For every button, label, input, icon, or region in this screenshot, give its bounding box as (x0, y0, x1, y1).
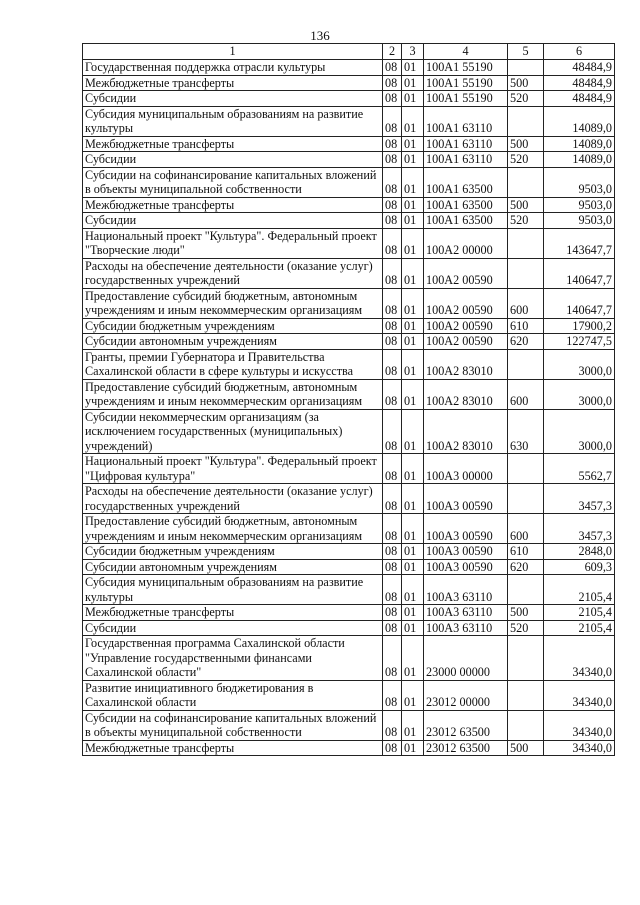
table-row (83, 228, 615, 258)
subsection-cell: 01 (402, 544, 424, 560)
expense-type-cell: 620 (508, 334, 544, 350)
table-row (83, 197, 615, 213)
subsection-cell: 01 (402, 636, 424, 681)
section-cell: 08 (383, 379, 402, 409)
expense-type-cell (508, 454, 544, 484)
row-name-cell: Расходы на обеспечение деятельности (оказание услуг) государственных учреждений (83, 484, 383, 514)
row-name-cell: Субсидии (83, 213, 383, 229)
row-name-cell: Межбюджетные трансферты (83, 605, 383, 621)
column-header: 4 (424, 44, 508, 60)
budget-table (82, 43, 615, 756)
target-article-cell: 100А3 00590 (424, 484, 508, 514)
expense-type-cell (508, 106, 544, 136)
section-cell: 08 (383, 514, 402, 544)
section-cell: 08 (383, 349, 402, 379)
subsection-cell: 01 (402, 197, 424, 213)
target-article-cell: 100А3 00590 (424, 559, 508, 575)
subsection-cell: 01 (402, 167, 424, 197)
amount-cell: 48484,9 (544, 75, 615, 91)
section-cell: 08 (383, 152, 402, 168)
expense-type-cell: 500 (508, 197, 544, 213)
expense-type-cell: 610 (508, 318, 544, 334)
section-cell: 08 (383, 197, 402, 213)
expense-type-cell: 630 (508, 409, 544, 454)
table-row (83, 60, 615, 76)
section-cell: 08 (383, 605, 402, 621)
amount-cell: 34340,0 (544, 710, 615, 740)
amount-cell: 14089,0 (544, 106, 615, 136)
expense-type-cell (508, 349, 544, 379)
table-row (83, 75, 615, 91)
target-article-cell: 100А2 00590 (424, 288, 508, 318)
amount-cell: 2848,0 (544, 544, 615, 560)
amount-cell: 34340,0 (544, 680, 615, 710)
amount-cell: 48484,9 (544, 60, 615, 76)
expense-type-cell (508, 60, 544, 76)
table-row (83, 620, 615, 636)
section-cell: 08 (383, 106, 402, 136)
target-article-cell: 100А3 00590 (424, 514, 508, 544)
section-cell: 08 (383, 75, 402, 91)
subsection-cell: 01 (402, 379, 424, 409)
subsection-cell: 01 (402, 106, 424, 136)
subsection-cell: 01 (402, 349, 424, 379)
amount-cell: 14089,0 (544, 136, 615, 152)
target-article-cell: 100А1 55190 (424, 75, 508, 91)
target-article-cell: 23012 63500 (424, 710, 508, 740)
target-article-cell: 100А2 00590 (424, 334, 508, 350)
table-row (83, 710, 615, 740)
subsection-cell: 01 (402, 318, 424, 334)
target-article-cell: 100А1 63110 (424, 152, 508, 168)
subsection-cell: 01 (402, 288, 424, 318)
table-row (83, 636, 615, 681)
table-row (83, 136, 615, 152)
column-header: 2 (383, 44, 402, 60)
amount-cell: 143647,7 (544, 228, 615, 258)
amount-cell: 9503,0 (544, 167, 615, 197)
target-article-cell: 100А3 00000 (424, 454, 508, 484)
section-cell: 08 (383, 318, 402, 334)
section-cell: 08 (383, 454, 402, 484)
expense-type-cell: 520 (508, 91, 544, 107)
amount-cell: 34340,0 (544, 636, 615, 681)
subsection-cell: 01 (402, 152, 424, 168)
amount-cell: 3000,0 (544, 409, 615, 454)
column-header: 6 (544, 44, 615, 60)
expense-type-cell: 500 (508, 75, 544, 91)
target-article-cell: 100А1 55190 (424, 91, 508, 107)
row-name-cell: Межбюджетные трансферты (83, 136, 383, 152)
row-name-cell: Межбюджетные трансферты (83, 197, 383, 213)
row-name-cell: Расходы на обеспечение деятельности (оказание услуг) государственных учреждений (83, 258, 383, 288)
subsection-cell: 01 (402, 213, 424, 229)
row-name-cell: Гранты, премии Губернатора и Правительства Сахалинской области в сфере культуры и искусства (83, 349, 383, 379)
section-cell: 08 (383, 136, 402, 152)
page-number: 136 (310, 28, 330, 43)
table-row (83, 213, 615, 229)
target-article-cell: 100А1 63110 (424, 106, 508, 136)
target-article-cell: 23012 00000 (424, 680, 508, 710)
expense-type-cell (508, 228, 544, 258)
subsection-cell: 01 (402, 334, 424, 350)
expense-type-cell (508, 258, 544, 288)
amount-cell: 9503,0 (544, 197, 615, 213)
section-cell: 08 (383, 228, 402, 258)
expense-type-cell: 520 (508, 620, 544, 636)
expense-type-cell (508, 710, 544, 740)
subsection-cell: 01 (402, 409, 424, 454)
section-cell: 08 (383, 710, 402, 740)
target-article-cell: 100А2 00590 (424, 258, 508, 288)
table-row (83, 409, 615, 454)
section-cell: 08 (383, 167, 402, 197)
table-row (83, 559, 615, 575)
amount-cell: 3000,0 (544, 379, 615, 409)
section-cell: 08 (383, 484, 402, 514)
expense-type-cell (508, 575, 544, 605)
amount-cell: 9503,0 (544, 213, 615, 229)
section-cell: 08 (383, 559, 402, 575)
subsection-cell: 01 (402, 740, 424, 756)
row-name-cell: Субсидия муниципальным образованиям на развитие культуры (83, 575, 383, 605)
subsection-cell: 01 (402, 710, 424, 740)
subsection-cell: 01 (402, 680, 424, 710)
amount-cell: 3000,0 (544, 349, 615, 379)
target-article-cell: 100А2 00590 (424, 318, 508, 334)
target-article-cell: 23000 00000 (424, 636, 508, 681)
expense-type-cell (508, 167, 544, 197)
section-cell: 08 (383, 288, 402, 318)
table-row (83, 152, 615, 168)
table-header-row (83, 44, 615, 60)
table-row (83, 167, 615, 197)
expense-type-cell: 620 (508, 559, 544, 575)
subsection-cell: 01 (402, 136, 424, 152)
amount-cell: 122747,5 (544, 334, 615, 350)
table-row (83, 334, 615, 350)
subsection-cell: 01 (402, 228, 424, 258)
table-row (83, 514, 615, 544)
amount-cell: 3457,3 (544, 484, 615, 514)
row-name-cell: Субсидии на софинансирование капитальных вложений в объекты муниципальной собственности (83, 710, 383, 740)
expense-type-cell: 600 (508, 379, 544, 409)
target-article-cell: 100А2 83010 (424, 409, 508, 454)
table-row (83, 288, 615, 318)
table-row (83, 680, 615, 710)
section-cell: 08 (383, 258, 402, 288)
table-row (83, 740, 615, 756)
row-name-cell: Предоставление субсидий бюджетным, автономным учреждениям и иным некоммерческим организациям (83, 379, 383, 409)
subsection-cell: 01 (402, 575, 424, 605)
section-cell: 08 (383, 334, 402, 350)
section-cell: 08 (383, 575, 402, 605)
expense-type-cell: 610 (508, 544, 544, 560)
expense-type-cell: 520 (508, 213, 544, 229)
table-row (83, 318, 615, 334)
target-article-cell: 100А1 55190 (424, 60, 508, 76)
target-article-cell: 100А3 63110 (424, 575, 508, 605)
table-row (83, 106, 615, 136)
subsection-cell: 01 (402, 454, 424, 484)
section-cell: 08 (383, 740, 402, 756)
target-article-cell: 100А1 63500 (424, 213, 508, 229)
section-cell: 08 (383, 409, 402, 454)
target-article-cell: 100А2 83010 (424, 379, 508, 409)
amount-cell: 609,3 (544, 559, 615, 575)
expense-type-cell (508, 636, 544, 681)
section-cell: 08 (383, 680, 402, 710)
expense-type-cell: 500 (508, 605, 544, 621)
row-name-cell: Национальный проект "Культура". Федеральный проект "Цифровая культура" (83, 454, 383, 484)
target-article-cell: 100А2 83010 (424, 349, 508, 379)
row-name-cell: Государственная поддержка отрасли культуры (83, 60, 383, 76)
row-name-cell: Межбюджетные трансферты (83, 75, 383, 91)
row-name-cell: Субсидии на софинансирование капитальных вложений в объекты муниципальной собственности (83, 167, 383, 197)
amount-cell: 48484,9 (544, 91, 615, 107)
column-header: 3 (402, 44, 424, 60)
subsection-cell: 01 (402, 514, 424, 544)
subsection-cell: 01 (402, 620, 424, 636)
target-article-cell: 100А3 63110 (424, 620, 508, 636)
amount-cell: 3457,3 (544, 514, 615, 544)
expense-type-cell: 500 (508, 740, 544, 756)
row-name-cell: Субсидии автономным учреждениям (83, 334, 383, 350)
table-row (83, 349, 615, 379)
row-name-cell: Субсидии автономным учреждениям (83, 559, 383, 575)
section-cell: 08 (383, 620, 402, 636)
target-article-cell: 100А2 00000 (424, 228, 508, 258)
amount-cell: 140647,7 (544, 258, 615, 288)
row-name-cell: Субсидии бюджетным учреждениям (83, 318, 383, 334)
target-article-cell: 100А1 63500 (424, 197, 508, 213)
amount-cell: 5562,7 (544, 454, 615, 484)
row-name-cell: Субсидия муниципальным образованиям на развитие культуры (83, 106, 383, 136)
row-name-cell: Субсидии (83, 91, 383, 107)
subsection-cell: 01 (402, 75, 424, 91)
table-row (83, 454, 615, 484)
table-row (83, 605, 615, 621)
section-cell: 08 (383, 60, 402, 76)
section-cell: 08 (383, 636, 402, 681)
subsection-cell: 01 (402, 559, 424, 575)
subsection-cell: 01 (402, 605, 424, 621)
expense-type-cell (508, 484, 544, 514)
column-header: 5 (508, 44, 544, 60)
expense-type-cell: 600 (508, 288, 544, 318)
row-name-cell: Субсидии (83, 152, 383, 168)
row-name-cell: Субсидии (83, 620, 383, 636)
row-name-cell: Национальный проект "Культура". Федеральный проект "Творческие люди" (83, 228, 383, 258)
amount-cell: 34340,0 (544, 740, 615, 756)
table-row (83, 91, 615, 107)
row-name-cell: Государственная программа Сахалинской области "Управление государственными финансами Сахалинской области" (83, 636, 383, 681)
section-cell: 08 (383, 544, 402, 560)
row-name-cell: Межбюджетные трансферты (83, 740, 383, 756)
amount-cell: 2105,4 (544, 605, 615, 621)
target-article-cell: 100А1 63110 (424, 136, 508, 152)
row-name-cell: Предоставление субсидий бюджетным, автономным учреждениям и иным некоммерческим организациям (83, 288, 383, 318)
target-article-cell: 100А3 00590 (424, 544, 508, 560)
subsection-cell: 01 (402, 60, 424, 76)
target-article-cell: 100А1 63500 (424, 167, 508, 197)
target-article-cell: 23012 63500 (424, 740, 508, 756)
subsection-cell: 01 (402, 484, 424, 514)
amount-cell: 14089,0 (544, 152, 615, 168)
section-cell: 08 (383, 91, 402, 107)
expense-type-cell: 600 (508, 514, 544, 544)
target-article-cell: 100А3 63110 (424, 605, 508, 621)
expense-type-cell (508, 680, 544, 710)
expense-type-cell: 500 (508, 136, 544, 152)
amount-cell: 17900,2 (544, 318, 615, 334)
amount-cell: 2105,4 (544, 620, 615, 636)
table-row (83, 484, 615, 514)
table-row (83, 258, 615, 288)
row-name-cell: Предоставление субсидий бюджетным, автономным учреждениям и иным некоммерческим организациям (83, 514, 383, 544)
row-name-cell: Субсидии бюджетным учреждениям (83, 544, 383, 560)
row-name-cell: Субсидии некоммерческим организациям (за исключением государственных (муниципальных) учреждений) (83, 409, 383, 454)
subsection-cell: 01 (402, 258, 424, 288)
table-row (83, 379, 615, 409)
column-header: 1 (83, 44, 383, 60)
row-name-cell: Развитие инициативного бюджетирования в Сахалинской области (83, 680, 383, 710)
amount-cell: 2105,4 (544, 575, 615, 605)
expense-type-cell: 520 (508, 152, 544, 168)
subsection-cell: 01 (402, 91, 424, 107)
table-row (83, 544, 615, 560)
table-row (83, 575, 615, 605)
amount-cell: 140647,7 (544, 288, 615, 318)
section-cell: 08 (383, 213, 402, 229)
